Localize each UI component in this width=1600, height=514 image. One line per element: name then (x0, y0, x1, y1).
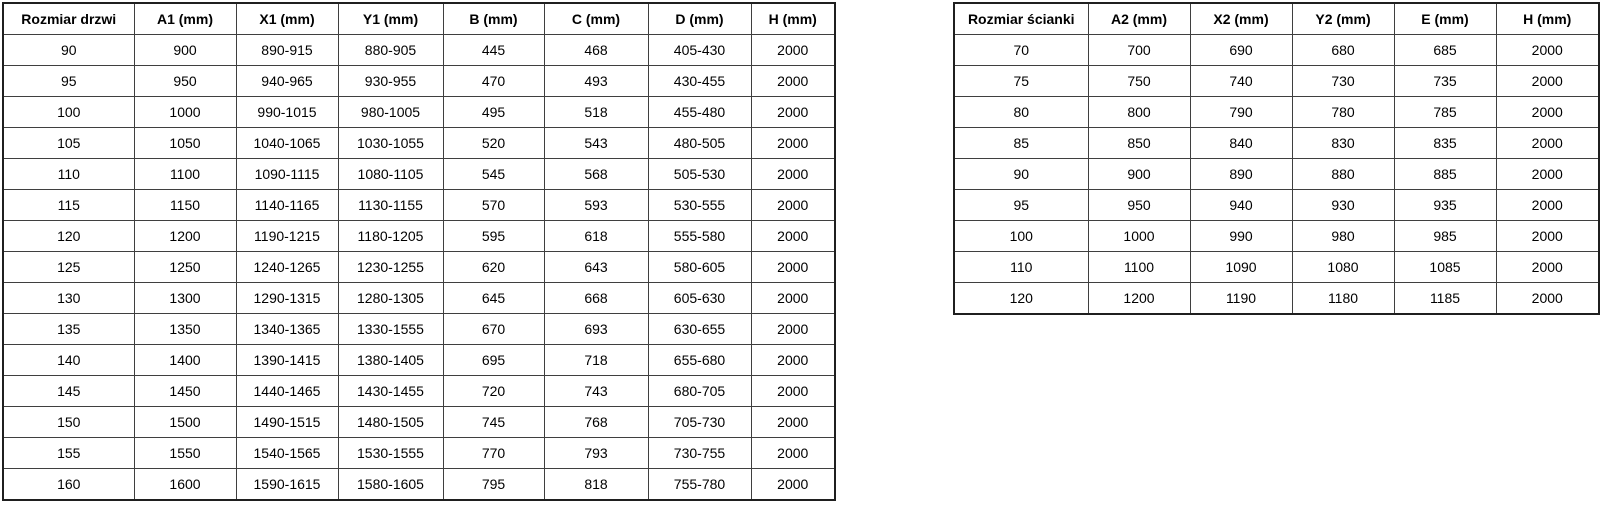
table-cell: 785 (1394, 97, 1496, 128)
table-cell: 2000 (1496, 190, 1599, 221)
table-cell: 1490-1515 (236, 407, 338, 438)
table-cell: 1450 (134, 376, 236, 407)
column-header: Rozmiar ścianki (954, 3, 1088, 35)
table-cell: 2000 (751, 469, 835, 501)
table-cell: 2000 (1496, 128, 1599, 159)
table-cell: 1390-1415 (236, 345, 338, 376)
column-header: B (mm) (443, 3, 544, 35)
table-row (3, 159, 835, 190)
table-cell: 930-955 (338, 66, 443, 97)
table-row (954, 97, 1599, 128)
table-cell: 140 (3, 345, 134, 376)
table-cell: 890 (1190, 159, 1292, 190)
column-header: H (mm) (1496, 3, 1599, 35)
table-cell: 145 (3, 376, 134, 407)
table-cell: 850 (1088, 128, 1190, 159)
column-header: A1 (mm) (134, 3, 236, 35)
table-cell: 2000 (751, 97, 835, 128)
table-cell: 545 (443, 159, 544, 190)
table-cell: 530-555 (648, 190, 751, 221)
table-row (3, 314, 835, 345)
table-cell: 645 (443, 283, 544, 314)
table-cell: 980 (1292, 221, 1394, 252)
table-cell: 1080-1105 (338, 159, 443, 190)
table-cell: 605-630 (648, 283, 751, 314)
table-cell: 793 (544, 438, 648, 469)
wall-table-header (954, 3, 1599, 35)
table-cell: 755-780 (648, 469, 751, 501)
table-cell: 85 (954, 128, 1088, 159)
table-cell: 1000 (134, 97, 236, 128)
table-row (3, 469, 835, 501)
table-cell: 1340-1365 (236, 314, 338, 345)
table-cell: 2000 (751, 252, 835, 283)
table-cell: 940-965 (236, 66, 338, 97)
table-cell: 70 (954, 35, 1088, 66)
table-cell: 940 (1190, 190, 1292, 221)
table-cell: 1500 (134, 407, 236, 438)
table-cell: 1100 (1088, 252, 1190, 283)
table-cell: 1080 (1292, 252, 1394, 283)
table-cell: 555-580 (648, 221, 751, 252)
table-cell: 150 (3, 407, 134, 438)
table-cell: 900 (134, 35, 236, 66)
table-cell: 2000 (1496, 35, 1599, 66)
table-cell: 1590-1615 (236, 469, 338, 501)
table-cell: 2000 (1496, 97, 1599, 128)
table-cell: 1085 (1394, 252, 1496, 283)
table-row (3, 376, 835, 407)
table-cell: 2000 (1496, 221, 1599, 252)
table-cell: 985 (1394, 221, 1496, 252)
table-cell: 2000 (751, 221, 835, 252)
table-cell: 455-480 (648, 97, 751, 128)
table-cell: 95 (954, 190, 1088, 221)
table-cell: 1330-1555 (338, 314, 443, 345)
table-cell: 470 (443, 66, 544, 97)
table-cell: 2000 (1496, 159, 1599, 190)
table-cell: 718 (544, 345, 648, 376)
table-row (3, 190, 835, 221)
table-cell: 750 (1088, 66, 1190, 97)
table-row (954, 252, 1599, 283)
table-cell: 160 (3, 469, 134, 501)
column-header: X1 (mm) (236, 3, 338, 35)
table-cell: 75 (954, 66, 1088, 97)
table-cell: 135 (3, 314, 134, 345)
table-cell: 830 (1292, 128, 1394, 159)
table-cell: 743 (544, 376, 648, 407)
door-sizes-table (2, 2, 836, 501)
table-cell: 1090-1115 (236, 159, 338, 190)
table-cell: 700 (1088, 35, 1190, 66)
table-cell: 110 (954, 252, 1088, 283)
table-cell: 2000 (751, 66, 835, 97)
table-cell: 430-455 (648, 66, 751, 97)
table-cell: 693 (544, 314, 648, 345)
table-row (954, 283, 1599, 315)
table-cell: 110 (3, 159, 134, 190)
table-row (3, 128, 835, 159)
table-cell: 1050 (134, 128, 236, 159)
table-cell: 570 (443, 190, 544, 221)
table-cell: 1600 (134, 469, 236, 501)
table-row (954, 35, 1599, 66)
column-header: Y1 (mm) (338, 3, 443, 35)
table-cell: 493 (544, 66, 648, 97)
table-cell: 620 (443, 252, 544, 283)
table-cell: 1150 (134, 190, 236, 221)
table-cell: 740 (1190, 66, 1292, 97)
table-cell: 1140-1165 (236, 190, 338, 221)
table-cell: 2000 (751, 376, 835, 407)
table-cell: 950 (1088, 190, 1190, 221)
table-cell: 518 (544, 97, 648, 128)
table-row (954, 128, 1599, 159)
table-cell: 695 (443, 345, 544, 376)
table-cell: 768 (544, 407, 648, 438)
table-cell: 405-430 (648, 35, 751, 66)
table-cell: 155 (3, 438, 134, 469)
table-row (3, 35, 835, 66)
table-cell: 655-680 (648, 345, 751, 376)
table-cell: 1190 (1190, 283, 1292, 315)
table-cell: 1240-1265 (236, 252, 338, 283)
table-row (3, 438, 835, 469)
table-cell: 120 (3, 221, 134, 252)
table-cell: 2000 (751, 128, 835, 159)
table-cell: 990 (1190, 221, 1292, 252)
column-header: H (mm) (751, 3, 835, 35)
table-cell: 105 (3, 128, 134, 159)
table-cell: 835 (1394, 128, 1496, 159)
column-header: C (mm) (544, 3, 648, 35)
table-cell: 568 (544, 159, 648, 190)
table-cell: 980-1005 (338, 97, 443, 128)
table-cell: 543 (544, 128, 648, 159)
table-cell: 670 (443, 314, 544, 345)
table-cell: 1200 (134, 221, 236, 252)
table-cell: 2000 (751, 438, 835, 469)
header-row (3, 3, 835, 35)
table-cell: 1430-1455 (338, 376, 443, 407)
table-cell: 480-505 (648, 128, 751, 159)
door-table-header (3, 3, 835, 35)
table-cell: 840 (1190, 128, 1292, 159)
table-cell: 2000 (751, 345, 835, 376)
table-cell: 900 (1088, 159, 1190, 190)
table-cell: 680 (1292, 35, 1394, 66)
table-cell: 690 (1190, 35, 1292, 66)
table-cell: 935 (1394, 190, 1496, 221)
table-cell: 618 (544, 221, 648, 252)
table-cell: 880 (1292, 159, 1394, 190)
table-cell: 1530-1555 (338, 438, 443, 469)
table-cell: 730-755 (648, 438, 751, 469)
table-cell: 705-730 (648, 407, 751, 438)
column-header: A2 (mm) (1088, 3, 1190, 35)
table-cell: 90 (3, 35, 134, 66)
table-cell: 1090 (1190, 252, 1292, 283)
table-cell: 100 (954, 221, 1088, 252)
table-cell: 1000 (1088, 221, 1190, 252)
table-cell: 1300 (134, 283, 236, 314)
table-cell: 445 (443, 35, 544, 66)
table-cell: 100 (3, 97, 134, 128)
table-cell: 668 (544, 283, 648, 314)
table-cell: 593 (544, 190, 648, 221)
table-cell: 735 (1394, 66, 1496, 97)
table-cell: 770 (443, 438, 544, 469)
table-cell: 990-1015 (236, 97, 338, 128)
column-header: D (mm) (648, 3, 751, 35)
table-cell: 880-905 (338, 35, 443, 66)
table-cell: 730 (1292, 66, 1394, 97)
table-cell: 495 (443, 97, 544, 128)
table-cell: 1190-1215 (236, 221, 338, 252)
table-row (3, 97, 835, 128)
table-cell: 1180 (1292, 283, 1394, 315)
table-cell: 80 (954, 97, 1088, 128)
table-cell: 1350 (134, 314, 236, 345)
table-cell: 2000 (751, 159, 835, 190)
table-cell: 2000 (751, 314, 835, 345)
table-cell: 630-655 (648, 314, 751, 345)
table-cell: 745 (443, 407, 544, 438)
table-cell: 685 (1394, 35, 1496, 66)
table-row (3, 221, 835, 252)
table-cell: 2000 (751, 283, 835, 314)
table-cell: 1030-1055 (338, 128, 443, 159)
column-header: X2 (mm) (1190, 3, 1292, 35)
table-cell: 125 (3, 252, 134, 283)
table-cell: 950 (134, 66, 236, 97)
table-cell: 1130-1155 (338, 190, 443, 221)
table-row (3, 66, 835, 97)
table-cell: 1100 (134, 159, 236, 190)
table-cell: 818 (544, 469, 648, 501)
table-cell: 468 (544, 35, 648, 66)
table-row (3, 345, 835, 376)
table-row (954, 221, 1599, 252)
table-cell: 1040-1065 (236, 128, 338, 159)
table-cell: 90 (954, 159, 1088, 190)
table-cell: 885 (1394, 159, 1496, 190)
table-cell: 130 (3, 283, 134, 314)
wall-panel-sizes-table (953, 2, 1600, 315)
table-row (3, 407, 835, 438)
column-header: Rozmiar drzwi (3, 3, 134, 35)
table-cell: 1230-1255 (338, 252, 443, 283)
wall-table-body (954, 35, 1599, 315)
table-cell: 1200 (1088, 283, 1190, 315)
table-cell: 1400 (134, 345, 236, 376)
table-cell: 580-605 (648, 252, 751, 283)
table-row (3, 283, 835, 314)
header-row (954, 3, 1599, 35)
table-cell: 890-915 (236, 35, 338, 66)
column-header: Y2 (mm) (1292, 3, 1394, 35)
table-cell: 505-530 (648, 159, 751, 190)
table-cell: 790 (1190, 97, 1292, 128)
table-cell: 115 (3, 190, 134, 221)
table-cell: 800 (1088, 97, 1190, 128)
table-row (954, 66, 1599, 97)
column-header: E (mm) (1394, 3, 1496, 35)
table-row (3, 252, 835, 283)
table-cell: 1550 (134, 438, 236, 469)
table-cell: 680-705 (648, 376, 751, 407)
table-cell: 120 (954, 283, 1088, 315)
table-cell: 930 (1292, 190, 1394, 221)
table-row (954, 159, 1599, 190)
table-cell: 1185 (1394, 283, 1496, 315)
door-table-body (3, 35, 835, 501)
table-cell: 2000 (1496, 283, 1599, 315)
table-cell: 2000 (751, 35, 835, 66)
table-cell: 2000 (1496, 252, 1599, 283)
table-cell: 795 (443, 469, 544, 501)
table-cell: 2000 (751, 190, 835, 221)
table-cell: 595 (443, 221, 544, 252)
table-cell: 780 (1292, 97, 1394, 128)
table-cell: 1290-1315 (236, 283, 338, 314)
table-cell: 95 (3, 66, 134, 97)
table-row (954, 190, 1599, 221)
table-cell: 1280-1305 (338, 283, 443, 314)
table-cell: 1580-1605 (338, 469, 443, 501)
table-cell: 1380-1405 (338, 345, 443, 376)
table-cell: 720 (443, 376, 544, 407)
table-cell: 1180-1205 (338, 221, 443, 252)
table-cell: 643 (544, 252, 648, 283)
table-cell: 2000 (1496, 66, 1599, 97)
table-cell: 520 (443, 128, 544, 159)
table-cell: 1250 (134, 252, 236, 283)
table-cell: 1540-1565 (236, 438, 338, 469)
table-cell: 1480-1505 (338, 407, 443, 438)
table-cell: 1440-1465 (236, 376, 338, 407)
table-cell: 2000 (751, 407, 835, 438)
